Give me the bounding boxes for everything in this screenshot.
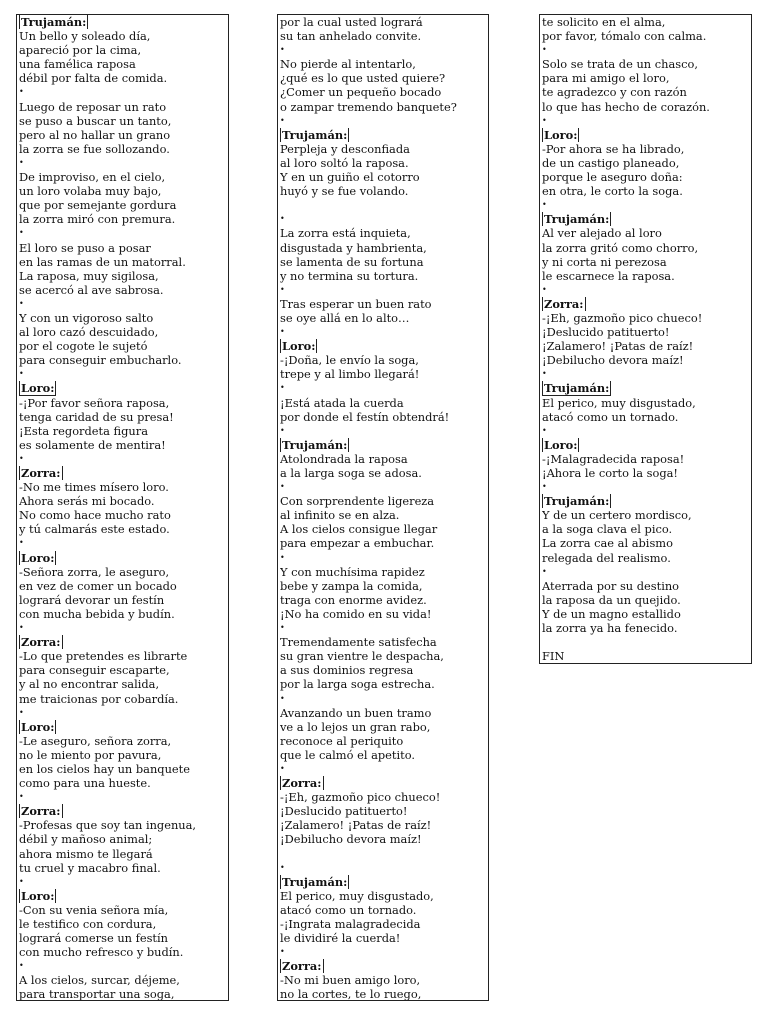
verse-line: Ahora serás mi bocado. xyxy=(19,494,155,509)
stanza-bullet: • xyxy=(280,425,285,435)
verse-line: que le calmó el apetito. xyxy=(280,747,415,762)
verse-line: logrará devorar un festín xyxy=(19,592,165,607)
verse-line: Y con muchísima rapidez xyxy=(280,564,425,579)
text-column-1 xyxy=(16,14,229,1001)
speaker-label xyxy=(19,804,226,818)
speaker-name: Zorra: xyxy=(21,804,61,819)
verse-line: Tremendamente satisfecha xyxy=(280,635,437,650)
stanza-bullet: • xyxy=(280,947,285,957)
verse-line: Tras esperar un buen rato xyxy=(280,296,432,311)
verse-line: de un castigo planeado, xyxy=(542,155,680,170)
verse-line: a la soga clava el pico. xyxy=(542,522,673,537)
verse-line: trepe y al limbo llegará! xyxy=(280,367,420,382)
blank-line xyxy=(280,847,486,861)
verse-line: te agradezco y con razón xyxy=(542,85,687,100)
verse-line: y no termina su tortura. xyxy=(280,268,419,283)
verse-line: -¡Eh, gazmoño pico chueco! xyxy=(280,790,441,805)
verse-line: ¡Zalamero! ¡Patas de raíz! xyxy=(280,818,432,833)
verse-line: ve a lo lejos un gran rabo, xyxy=(280,719,431,734)
verse-line: la zorra miró con premura. xyxy=(19,212,176,227)
verse-line: -No me times mísero loro. xyxy=(19,480,169,495)
verse-line: Y de un magno estallido xyxy=(542,606,681,621)
speaker-label xyxy=(280,776,486,790)
verse-line: y ni corta ni perezosa xyxy=(542,254,667,269)
stanza-bullet: • xyxy=(19,623,24,633)
stanza-bullet: • xyxy=(280,115,285,125)
verse-line: tenga caridad de su presa! xyxy=(19,409,174,424)
speaker-name: Trujamán: xyxy=(544,494,610,509)
verse-line: ¡Esta regordeta figura xyxy=(19,423,148,438)
verse-line: con mucha bebida y budín. xyxy=(19,606,175,621)
verse-line: ¡Zalamero! ¡Patas de raíz! xyxy=(542,339,694,354)
verse-line: relegada del realismo. xyxy=(542,550,671,565)
stanza-bullet: • xyxy=(19,157,24,167)
verse-line: su gran vientre le despacha, xyxy=(280,649,444,664)
verse-line: -Por ahora se ha librado, xyxy=(542,141,685,156)
stanza-bullet: • xyxy=(280,623,285,633)
stanza-bullet: • xyxy=(19,707,24,717)
verse-line: a sus dominios regresa xyxy=(280,663,414,678)
stanza-bullet: • xyxy=(542,566,547,576)
verse-line: con mucho refresco y budín. xyxy=(19,945,184,960)
stanza-bullet: • xyxy=(19,228,24,238)
speaker-label xyxy=(280,339,486,353)
speaker-name: Zorra: xyxy=(544,296,584,311)
verse-line: -Profesas que soy tan ingenua, xyxy=(19,818,197,833)
verse-line: A los cielos consigue llegar xyxy=(280,522,438,537)
stanza-bullet: • xyxy=(280,552,285,562)
verse-line: por favor, tómalo con calma. xyxy=(542,29,707,44)
verse-line: se puso a buscar un tanto, xyxy=(19,113,172,128)
verse-line: El perico, muy disgustado, xyxy=(280,888,434,903)
verse-line: atacó como un tornado. xyxy=(280,902,417,917)
verse-line: reconoce al periquito xyxy=(280,733,404,748)
stanza-bullet: • xyxy=(19,961,24,971)
verse-line: No pierde al intentarlo, xyxy=(280,57,416,72)
stanza-bullet: • xyxy=(542,425,547,435)
verse-line: no la cortes, te lo ruego, xyxy=(280,987,422,1001)
verse-line: Con sorprendente ligereza xyxy=(280,494,435,509)
verse-line: le dividiré la cuerda! xyxy=(280,931,401,946)
stanza-bullet: • xyxy=(280,327,285,337)
verse-line: disgustada y hambrienta, xyxy=(280,240,427,255)
text-column-3 xyxy=(539,14,752,664)
verse-line: lo que has hecho de corazón. xyxy=(542,99,710,114)
stanza-bullet: • xyxy=(280,482,285,492)
verse-line: al loro cazó descuidado, xyxy=(19,325,159,340)
verse-line: la zorra ya ha fenecido. xyxy=(542,621,678,636)
verse-line: Solo se trata de un chasco, xyxy=(542,57,698,72)
speaker-label xyxy=(542,438,749,452)
verse-line: ¡Deslucido patituerto! xyxy=(280,804,408,819)
verse-line: Atolondrada la raposa xyxy=(280,451,408,466)
stanza-bullet: • xyxy=(542,482,547,492)
speaker-label xyxy=(542,212,749,226)
verse-line: -Con su venia señora mía, xyxy=(19,902,169,917)
stanza-bullet: • xyxy=(280,284,285,294)
speaker-label xyxy=(280,959,486,973)
verse-line: Un bello y soleado día, xyxy=(19,29,151,44)
verse-line: es solamente de mentira! xyxy=(19,437,166,452)
verse-line: para conseguir escaparte, xyxy=(19,663,170,678)
verse-line: Perpleja y desconfiada xyxy=(280,141,410,156)
verse-line: -No mi buen amigo loro, xyxy=(280,973,421,988)
stanza-bullet: • xyxy=(542,200,547,210)
speaker-name: Trujamán: xyxy=(282,127,348,142)
verse-line: un loro volaba muy bajo, xyxy=(19,184,162,199)
verse-line: su tan anhelado convite. xyxy=(280,29,422,44)
speaker-name: Trujamán: xyxy=(544,381,610,396)
verse-line: -¡Malagradecida raposa! xyxy=(542,451,685,466)
stanza-bullet: • xyxy=(280,383,285,393)
verse-line: y al no encontrar salida, xyxy=(19,677,160,692)
speaker-name: Loro: xyxy=(282,339,316,354)
verse-line: te solicito en el alma, xyxy=(542,15,666,29)
verse-line: le testifico con cordura, xyxy=(19,917,157,931)
stanza-bullet: • xyxy=(19,369,24,379)
speaker-label xyxy=(19,381,226,395)
speaker-label xyxy=(542,128,749,142)
verse-line: le escarnece la raposa. xyxy=(542,268,675,283)
verse-line: El loro se puso a posar xyxy=(19,240,151,255)
verse-line: FIN xyxy=(542,649,565,664)
verse-line: Al ver alejado al loro xyxy=(542,226,662,241)
stanza-bullet: • xyxy=(19,453,24,463)
verse-line: no le miento por pavura, xyxy=(19,747,162,762)
verse-line: huyó y se fue volando. xyxy=(280,184,409,199)
verse-line: Y en un guiño el cotorro xyxy=(280,170,420,185)
speaker-name: Loro: xyxy=(544,437,578,452)
verse-line: en las ramas de un matorral. xyxy=(19,254,186,269)
verse-line: la zorra se fue sollozando. xyxy=(19,141,170,156)
speaker-name: Zorra: xyxy=(21,635,61,650)
verse-line: El perico, muy disgustado, xyxy=(542,395,696,410)
verse-line: -Le aseguro, señora zorra, xyxy=(19,733,172,748)
verse-line: porque le aseguro doña: xyxy=(542,170,683,185)
verse-line: para mi amigo el loro, xyxy=(542,71,670,86)
verse-line: para empezar a embuchar. xyxy=(280,536,435,551)
verse-line: como para una hueste. xyxy=(19,776,151,791)
speaker-label xyxy=(280,128,486,142)
speaker-name: Loro: xyxy=(21,719,55,734)
speaker-name: Trujamán: xyxy=(544,212,610,227)
verse-line: ¡Debilucho devora maíz! xyxy=(280,832,422,847)
verse-line: una famélica raposa xyxy=(19,57,136,72)
verse-line: en los cielos hay un banquete xyxy=(19,761,190,776)
verse-line: al infinito se en alza. xyxy=(280,508,400,523)
verse-line: por el cogote le sujetó xyxy=(19,339,148,354)
verse-line: y tú calmarás este estado. xyxy=(19,522,170,537)
verse-line: se lamenta de su fortuna xyxy=(280,254,424,269)
stanza-bullet: • xyxy=(280,862,285,872)
speaker-label xyxy=(280,875,486,889)
stanza-bullet: • xyxy=(19,792,24,802)
verse-line: en otra, le corto la soga. xyxy=(542,184,683,199)
verse-line: De improviso, en el cielo, xyxy=(19,170,166,185)
verse-line: La zorra está inquieta, xyxy=(280,226,411,241)
verse-line: ¡Deslucido patituerto! xyxy=(542,325,670,340)
verse-line: al loro soltó la raposa. xyxy=(280,155,409,170)
verse-line: ¡Ahora le corto la soga! xyxy=(542,466,679,480)
speaker-label xyxy=(542,494,749,508)
verse-line: ¿Comer un pequeño bocado xyxy=(280,85,442,100)
verse-line: La zorra cae al abismo xyxy=(542,536,673,551)
speaker-label xyxy=(280,438,486,452)
verse-line: -¡Por favor señora raposa, xyxy=(19,395,170,410)
verse-line: traga con enorme avidez. xyxy=(280,592,427,607)
verse-line: Y de un certero mordisco, xyxy=(542,508,692,523)
speaker-name: Trujamán: xyxy=(21,15,87,29)
stanza-bullet: • xyxy=(19,87,24,97)
verse-line: me traicionas por cobardía. xyxy=(19,691,179,706)
verse-line: logrará comerse un festín xyxy=(19,931,168,946)
speaker-label xyxy=(542,381,749,395)
verse-line: en vez de comer un bocado xyxy=(19,578,177,593)
speaker-label xyxy=(19,551,226,565)
verse-line: se acercó al ave sabrosa. xyxy=(19,282,164,297)
speaker-label xyxy=(19,720,226,734)
blank-line xyxy=(280,198,486,212)
speaker-name: Loro: xyxy=(21,550,55,565)
verse-line: que por semejante gordura xyxy=(19,198,177,213)
stanza-bullet: • xyxy=(280,214,285,224)
verse-line: ¡Está atada la cuerda xyxy=(280,395,404,410)
verse-line: Luego de reposar un rato xyxy=(19,99,167,114)
verse-line: La raposa, muy sigilosa, xyxy=(19,268,159,283)
stanza-bullet: • xyxy=(542,115,547,125)
speaker-label xyxy=(19,635,226,649)
verse-line: para conseguir embucharlo. xyxy=(19,353,182,368)
speaker-label xyxy=(19,466,226,480)
speaker-label xyxy=(542,297,749,311)
verse-line: Avanzando un buen tramo xyxy=(280,705,432,720)
stanza-bullet: • xyxy=(19,538,24,548)
stanza-bullet: • xyxy=(19,298,24,308)
stanza-bullet: • xyxy=(542,45,547,55)
verse-line: -¡Eh, gazmoño pico chueco! xyxy=(542,310,703,325)
verse-line: -Lo que pretendes es librarte xyxy=(19,649,188,664)
verse-line: débil y mañoso animal; xyxy=(19,832,153,847)
verse-line: a la larga soga se adosa. xyxy=(280,466,422,480)
verse-line: atacó como un tornado. xyxy=(542,409,679,424)
verse-line: Aterrada por su destino xyxy=(542,578,680,593)
verse-line: Y con un vigoroso salto xyxy=(19,310,154,325)
verse-line: débil por falta de comida. xyxy=(19,71,168,86)
speaker-label xyxy=(19,889,226,903)
speaker-name: Trujamán: xyxy=(282,437,348,452)
text-column-2 xyxy=(277,14,489,1001)
stanza-bullet: • xyxy=(542,369,547,379)
stanza-bullet: • xyxy=(19,876,24,886)
verse-line: tu cruel y macabro final. xyxy=(19,860,161,875)
verse-line: bebe y zampa la comida, xyxy=(280,578,423,593)
verse-line: por la larga soga estrecha. xyxy=(280,677,435,692)
verse-line: apareció por la cima, xyxy=(19,43,142,58)
verse-line: ¡Debilucho devora maíz! xyxy=(542,353,684,368)
verse-line: por la cual usted logrará xyxy=(280,15,423,29)
speaker-name: Zorra: xyxy=(282,776,322,791)
speaker-name: Trujamán: xyxy=(282,874,348,889)
stanza-bullet: • xyxy=(280,45,285,55)
verse-line: ¿qué es lo que usted quiere? xyxy=(280,71,446,86)
stanza-bullet: • xyxy=(280,763,285,773)
verse-line: por donde el festín obtendrá! xyxy=(280,409,450,424)
verse-line: la raposa da un quejido. xyxy=(542,592,681,607)
speaker-name: Loro: xyxy=(544,127,578,142)
verse-line: se oye allá en lo alto… xyxy=(280,310,410,325)
verse-line: la zorra gritó como chorro, xyxy=(542,240,699,255)
verse-line: No como hace mucho rato xyxy=(19,508,171,523)
stanza-bullet: • xyxy=(542,284,547,294)
blank-line xyxy=(542,635,749,649)
verse-line: -Señora zorra, le aseguro, xyxy=(19,564,170,579)
speaker-name: Zorra: xyxy=(282,959,322,974)
stanza-bullet: • xyxy=(280,693,285,703)
speaker-label xyxy=(19,15,226,29)
verse-line: -¡Doña, le envío la soga, xyxy=(280,353,419,368)
verse-line: -¡Ingrata malagradecida xyxy=(280,917,421,931)
speaker-name: Loro: xyxy=(21,888,55,903)
verse-line: A los cielos, surcar, déjeme, xyxy=(19,973,180,988)
verse-line: ¡No ha comido en su vida! xyxy=(280,606,432,621)
verse-line: o zampar tremendo banquete? xyxy=(280,99,457,114)
speaker-name: Loro: xyxy=(21,381,55,396)
verse-line: para transportar una soga, xyxy=(19,987,175,1001)
speaker-name: Zorra: xyxy=(21,466,61,480)
verse-line: ahora mismo te llegará xyxy=(19,846,153,861)
verse-line: pero al no hallar un grano xyxy=(19,127,171,142)
